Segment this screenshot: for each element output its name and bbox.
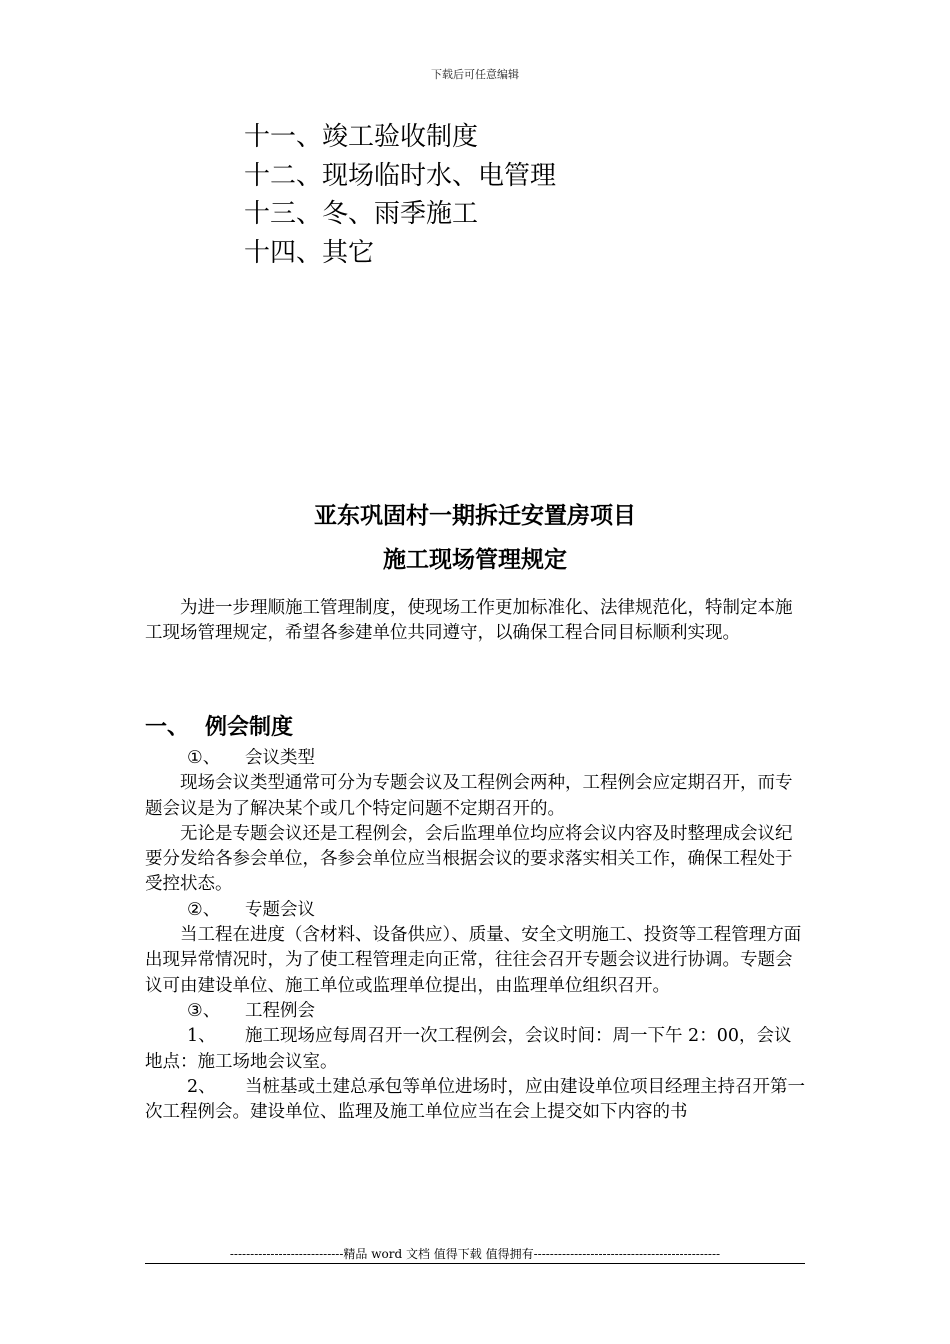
- document-title: 亚东巩固村一期拆迁安置房项目: [314, 503, 636, 529]
- list-item-text: 当桩基或土建总承包等单位进场时，应由建设单位项目经理主持召开第一次工程例会。建设单位、监理及施工单位应当在会上提交如下内容的书: [145, 1076, 805, 1123]
- table-of-contents: [244, 118, 556, 272]
- subsection-marker: ①、: [187, 748, 221, 768]
- paragraph: 无论是专题会议还是工程例会，会后监理单位均应将会议内容及时整理成会议纪要分发给各参会单位，各参会单位应当根据会议的要求落实相关工作，确保工程处于受控状态。: [145, 823, 793, 895]
- intro-paragraph: [145, 596, 805, 647]
- footer-rule: [145, 1263, 805, 1264]
- subsection-marker: ②、: [187, 899, 221, 920]
- list-item: [145, 1024, 805, 1075]
- list-item-text: 施工现场应每周召开一次工程例会，会议时间：周一下午 2：00，会议地点：施工场地会议室。: [145, 1026, 792, 1072]
- subsection-heading: [145, 898, 805, 923]
- document-subtitle: 施工现场管理规定: [383, 547, 567, 573]
- subsection-title: 会议类型: [245, 748, 315, 768]
- intro-text: 为进一步理顺施工管理制度，使现场工作更加标准化、法律规范化，特制定本施工现场管理规定，希望各参建单位共同遵守，以确保工程合同目标顺利实现。: [145, 598, 793, 644]
- section-number: 一、: [145, 715, 190, 740]
- list-item-marker: 2、: [187, 1076, 216, 1097]
- subsection-heading: [145, 746, 805, 771]
- paragraph: 现场会议类型通常可分为专题会议及工程例会两种，工程例会应定期召开，而专题会议是为了解决某个或几个特定问题不定期召开的。: [145, 773, 793, 819]
- list-item-marker: 1、: [187, 1026, 216, 1047]
- list-item: [145, 1075, 805, 1126]
- toc-item: 十一、竣工验收制度: [244, 122, 479, 152]
- toc-item: 十四、其它: [244, 237, 375, 268]
- toc-item: 十三、冬、雨季施工: [244, 199, 479, 229]
- page-footer: ----------------------------精品 word 文档 值得下载 值得拥有----------------------------------------------: [229, 1247, 721, 1261]
- toc-item: 十二、现场临时水、电管理: [244, 160, 557, 191]
- section-title: 例会制度: [205, 715, 294, 740]
- section-body: [145, 746, 805, 1125]
- page-header: 下载后可任意编辑: [431, 68, 519, 81]
- paragraph: 当工程在进度（含材料、设备供应）、质量、安全文明施工、投资等工程管理方面出现异常情况时，为了使工程管理走向正常，往往会召开专题会议进行协调。专题会议可由建设单位、施工单位或监理单位提出，由监理单位组织召开。: [145, 925, 802, 996]
- section-heading: [145, 710, 293, 741]
- subsection-title: 专题会议: [245, 899, 315, 920]
- subsection-title: 工程例会: [245, 1000, 315, 1021]
- subsection-heading: [145, 999, 805, 1024]
- subsection-marker: ③、: [187, 1000, 221, 1021]
